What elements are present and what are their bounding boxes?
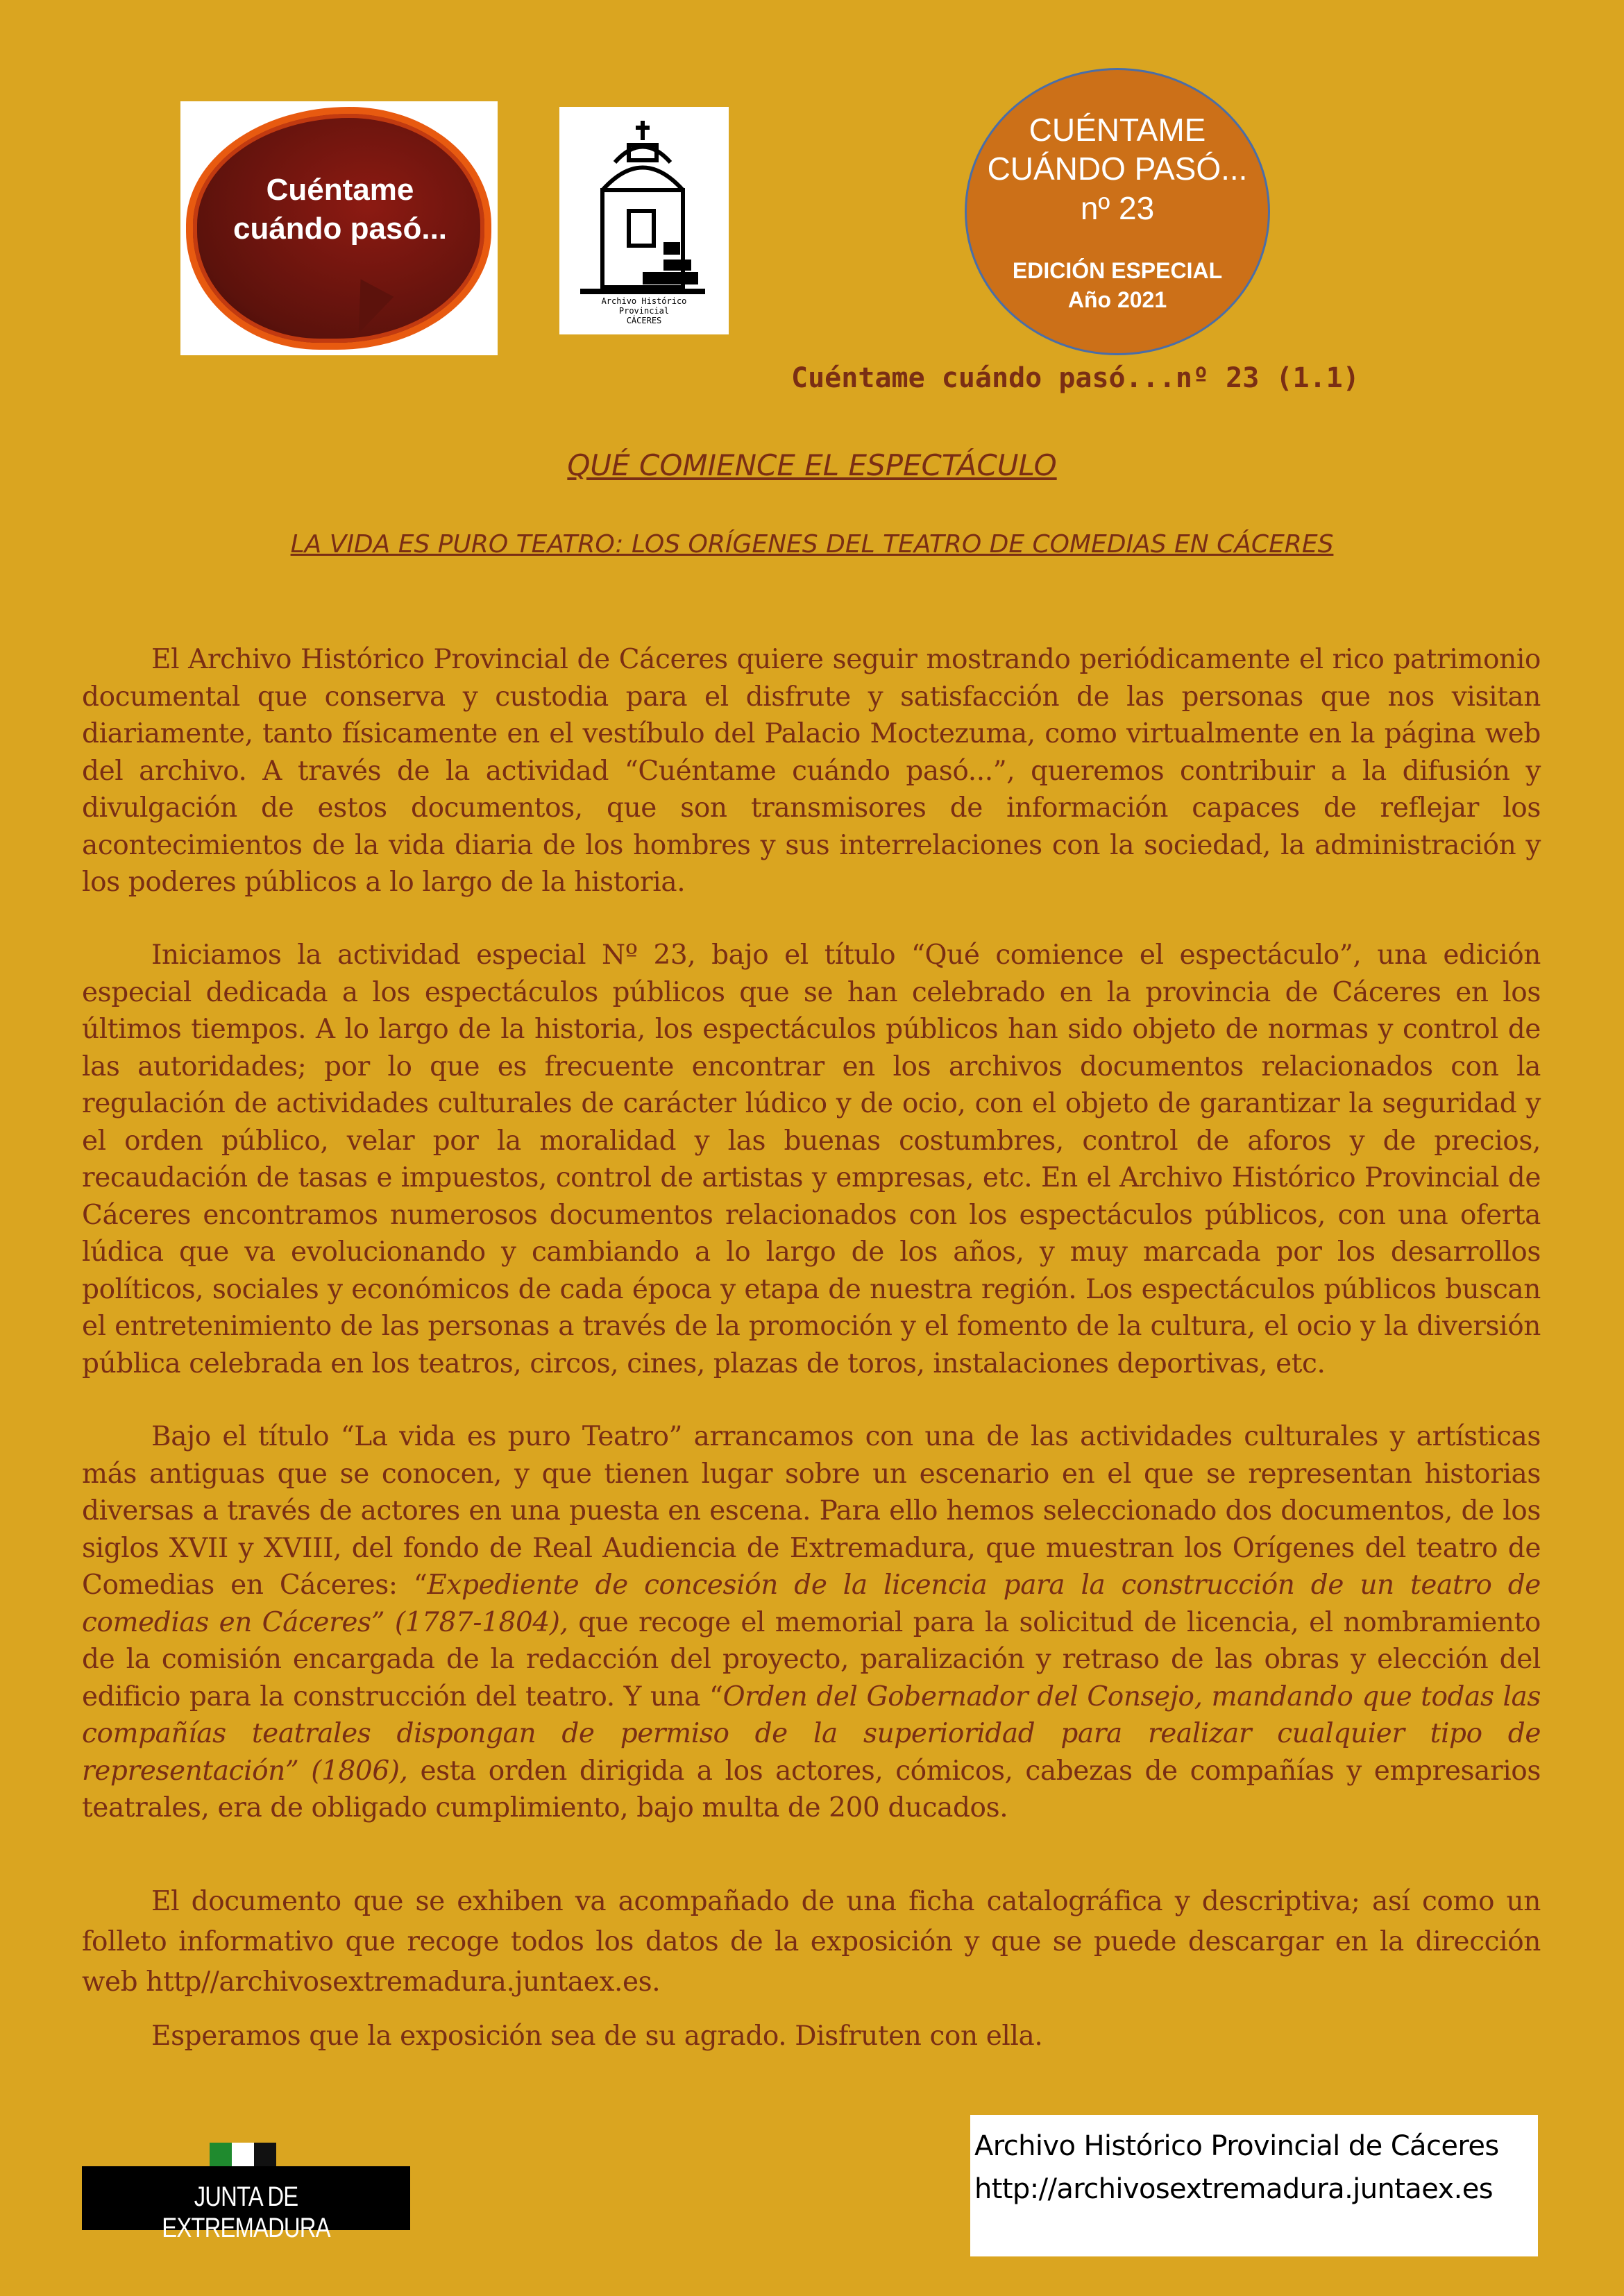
cuentame-bubble-logo: [180, 101, 498, 355]
bubble-line-2: cuándo pasó...: [232, 212, 448, 246]
badge-number: nº 23: [1080, 190, 1155, 226]
issue-badge: [965, 68, 1270, 355]
archive-logo-line-1: Archivo Histórico: [601, 296, 687, 306]
extremadura-flag-icon: [210, 2143, 276, 2166]
p3-text-e: esta orden dirigida a los actores, cómicos, cabezas de compañías y empresarios teatrales, era de obligado cumplimiento, bajo multa de 200 ducados.: [82, 1755, 1541, 1823]
issue-line: Cuéntame cuándo pasó...nº 23 (1.1): [791, 362, 1360, 394]
bubble-logo-text: [222, 171, 458, 248]
p3-text-a: Bajo el título “La vida es puro Teatro” arrancamos con una de las actividades culturales y artísticas más antiguas que se conocen, y que tienen lugar sobre un escenario en el que se representan historias diversas a través de actores en una puesta en escena. Para ello hemos seleccionado dos documentos, de los siglos XVII y XVIII, del fondo de Real Audiencia de Extremadura, que muestran los Orígenes del teatro de Comedias en Cáceres: “: [82, 1421, 1541, 1601]
archive-url-link[interactable]: http://archivosextremadura.juntaex.es: [974, 2173, 1493, 2205]
paragraph-documents: [82, 1418, 1541, 1827]
p3-doc-title-1: Expediente de concesión de la licencia para la construcción de un teatro de comedias en Cáceres” (1787-1804),: [82, 1570, 1541, 1638]
paragraph-activity: Iniciamos la actividad especial Nº 23, bajo el título “Qué comience el espectáculo”, una edición especial dedicada a los espectáculos públicos que se han celebrado en la provincia de Cáceres en los últimos tiempos. A lo largo de la historia, los espectáculos públicos han sido objeto de normas y control de las autoridades; por lo que es frecuente encontrar en los archivos documentos relacionados con la regulación de actividades culturales de carácter lúdico y de ocio, con el objeto de garantizar la seguridad y el orden público, velar por la moralidad y las buenas costumbres, control de aforos y de precios, recaudación de tasas e impuestos, control de artistas y empresas, etc. En el Archivo Histórico Provincial de Cáceres encontramos numerosos documentos relacionados con los espectáculos públicos, con una oferta lúdica que va evolucionando y cambiando a lo largo de los años, y muy marcada por los desarrollos políticos, sociales y económicos de cada época y etapa de nuestra región. Los espectáculos públicos buscan el entretenimiento de las personas a través de la promoción y el fomento de la cultura, el ocio y la diversión pública celebrada en los teatros, circos, cines, plazas de toros, instalaciones deportivas, etc.: [82, 939, 1541, 1379]
page-title: QUÉ COMIENCE EL ESPECTÁCULO: [567, 448, 1057, 482]
p3-doc-title-2: Orden del Gobernador del Consejo, mandando que todas las compañías teatrales dispongan de permiso de la superioridad para realizar cualquier tipo de representación” (1806),: [82, 1681, 1541, 1787]
bubble-line-1: Cuéntame: [266, 173, 414, 207]
archive-name: Archivo Histórico Provincial de Cáceres: [974, 2130, 1499, 2162]
page-subtitle: LA VIDA ES PURO TEATRO: LOS ORÍGENES DEL TEATRO DE COMEDIAS EN CÁCERES: [290, 530, 1334, 559]
badge-edition: [967, 256, 1268, 314]
archive-contact-box: [970, 2115, 1538, 2256]
paragraph-exhibit-info: El documento que se exhiben va acompañado de una ficha catalográfica y descriptiva; así como un folleto informativo que recoge todos los datos de la exposición y que se puede descargar en la dirección web http//archivosextremadura.juntaex.es.: [82, 1886, 1541, 1998]
badge-title: [967, 110, 1268, 188]
paragraph-closing: Esperamos que la exposición sea de su agrado. Disfruten con ella.: [151, 2021, 1043, 2052]
junta-logo-text: JUNTA DE EXTREMADURA: [162, 2182, 330, 2243]
archive-building-logo: [559, 107, 729, 334]
badge-title-line-1: CUÉNTAME: [1029, 112, 1206, 148]
badge-year: Año 2021: [1067, 287, 1167, 312]
junta-extremadura-logo: [82, 2166, 410, 2243]
archive-logo-line-3: CÁCERES: [626, 316, 662, 325]
paragraph-intro: El Archivo Histórico Provincial de Cáceres quiere seguir mostrando periódicamente el rico patrimonio documental que conserva y custodia para el disfrute y satisfacción de las personas que nos visitan diariamente, tanto físicamente en el vestíbulo del Palacio Moctezuma, como virtualmente en la página web del archivo. A través de la actividad “Cuéntame cuándo pasó...”, queremos contribuir a la difusión y divulgación de estos documentos, que son transmisores de información capaces de reflejar los acontecimientos de la vida diaria de los hombres y sus interrelaciones con la sociedad, la administración y los poderes públicos a lo largo de la historia.: [82, 644, 1541, 898]
archive-building-icon: [559, 107, 729, 334]
badge-title-line-2: CUÁNDO PASÓ...: [987, 151, 1248, 187]
badge-edition-label: EDICIÓN ESPECIAL: [1012, 258, 1223, 283]
archive-logo-line-2: Provincial: [618, 306, 670, 316]
p3-text-c: que recoge el memorial para la solicitud de licencia, el nombramiento de la comisión encargada de la redacción del proyecto, paralización y retraso de las obras y elección del edificio para la construcción del teatro. Y una “: [82, 1606, 1541, 1712]
